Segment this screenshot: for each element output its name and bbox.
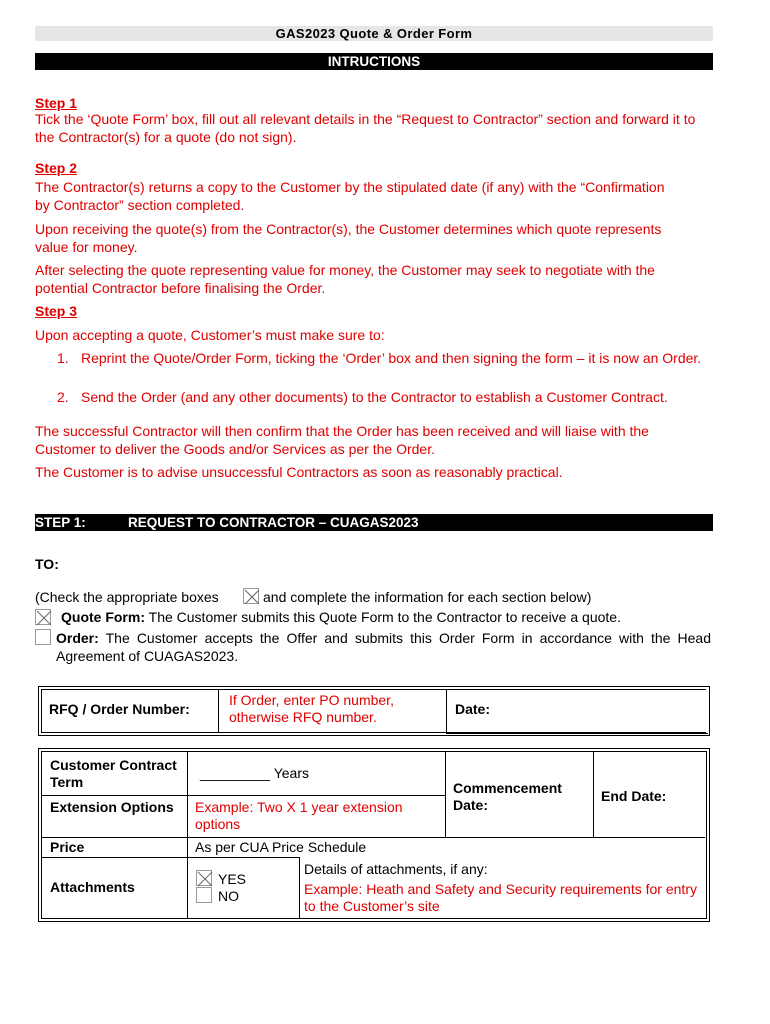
form-title: GAS2023 Quote & Order Form xyxy=(35,26,713,41)
step3-list-item xyxy=(57,350,712,368)
extension-options-input[interactable]: Example: Two X 1 year extension options xyxy=(195,799,403,832)
request-step-label: STEP 1: xyxy=(35,515,86,530)
commencement-date-label: Commencement Date: xyxy=(453,780,562,813)
rfq-order-number-label: RFQ / Order Number: xyxy=(49,701,190,717)
step3-intro: Upon accepting a quote, Customer’s must make sure to: xyxy=(35,327,385,343)
request-title: REQUEST TO CONTRACTOR – CUAGAS2023 xyxy=(128,515,419,530)
step1-heading: Step 1 xyxy=(35,95,78,111)
instructions-title: INTRUCTIONS xyxy=(35,53,713,70)
step2-heading: Step 2 xyxy=(35,160,78,176)
contract-term-label: Customer Contract Term xyxy=(50,757,177,790)
quote-form-label: Quote Form: xyxy=(61,609,145,625)
list-text: Reprint the Quote/Order Form, ticking the ‘Order’ box and then signing the form – it is now an Order. xyxy=(81,350,702,366)
attachment-details-input[interactable]: Example: Heath and Safety and Security requirements for entry to the Customer’s site xyxy=(304,881,697,914)
order-checkbox[interactable] xyxy=(35,629,51,645)
price-value: As per CUA Price Schedule xyxy=(195,839,367,855)
order-option xyxy=(56,630,711,665)
quote-form-option xyxy=(61,609,711,627)
step1-text: Tick the ‘Quote Form’ box, fill out all relevant details in the “Request to Contractor” section and forward it to the Contractor(s) for a quote (do not sign). xyxy=(35,111,696,145)
step3-paragraph-1: The successful Contractor will then confirm that the Order has been received and will liaise with the Customer to deliver the Goods and/or Services as per the Order. xyxy=(35,423,649,457)
extension-options-label: Extension Options xyxy=(50,799,174,815)
step2-paragraph-2: Upon receiving the quote(s) from the Contractor(s), the Customer determines which quote represents value for money. xyxy=(35,221,662,255)
attachments-yes-label: YES xyxy=(218,871,247,887)
list-number: 1. xyxy=(57,350,69,366)
list-text: Send the Order (and any other documents) to the Contractor to establish a Customer Contract. xyxy=(81,389,668,405)
step3-heading: Step 3 xyxy=(35,303,78,319)
attachment-details-label: Details of attachments, if any: xyxy=(304,861,488,877)
check-instruction-before: (Check the appropriate boxes xyxy=(35,589,219,605)
step3-paragraph-2: The Customer is to advise unsuccessful Contractors as soon as reasonably practical. xyxy=(35,464,563,480)
rfq-date-label: Date: xyxy=(455,701,491,717)
end-date-label: End Date: xyxy=(601,788,667,804)
step3-list-item xyxy=(57,389,712,407)
step2-paragraph-3: After selecting the quote representing value for money, the Customer may seek to negotiate with the potential Contractor before finalising the Order. xyxy=(35,262,655,296)
request-section-bar xyxy=(35,514,713,531)
check-instruction-after: and complete the information for each section below) xyxy=(263,589,592,605)
attachments-no-label: NO xyxy=(218,888,239,904)
step2-paragraph-1: The Contractor(s) returns a copy to the Customer by the stipulated date (if any) with the “Confirmation by Contractor” section completed. xyxy=(35,179,665,213)
quote-form-text: The Customer submits this Quote Form to the Contractor to receive a quote. xyxy=(148,609,621,625)
attachments-label: Attachments xyxy=(50,879,135,895)
example-checkbox-icon xyxy=(243,588,259,604)
contract-term-years-input[interactable]: _________ Years xyxy=(200,765,309,781)
attachments-yes-checkbox[interactable] xyxy=(196,870,212,886)
order-label: Order: xyxy=(56,630,99,646)
order-text: The Customer accepts the Offer and submits this Order Form in accordance with the Head Agreement of CUAGAS2023. xyxy=(56,630,712,664)
price-label: Price xyxy=(50,839,85,855)
rfq-order-number-input[interactable]: If Order, enter PO number, otherwise RFQ number. xyxy=(229,692,394,725)
quote-form-checkbox[interactable] xyxy=(35,609,51,625)
attachments-no-checkbox[interactable] xyxy=(196,887,212,903)
to-label: TO: xyxy=(35,556,59,572)
list-number: 2. xyxy=(57,389,69,405)
